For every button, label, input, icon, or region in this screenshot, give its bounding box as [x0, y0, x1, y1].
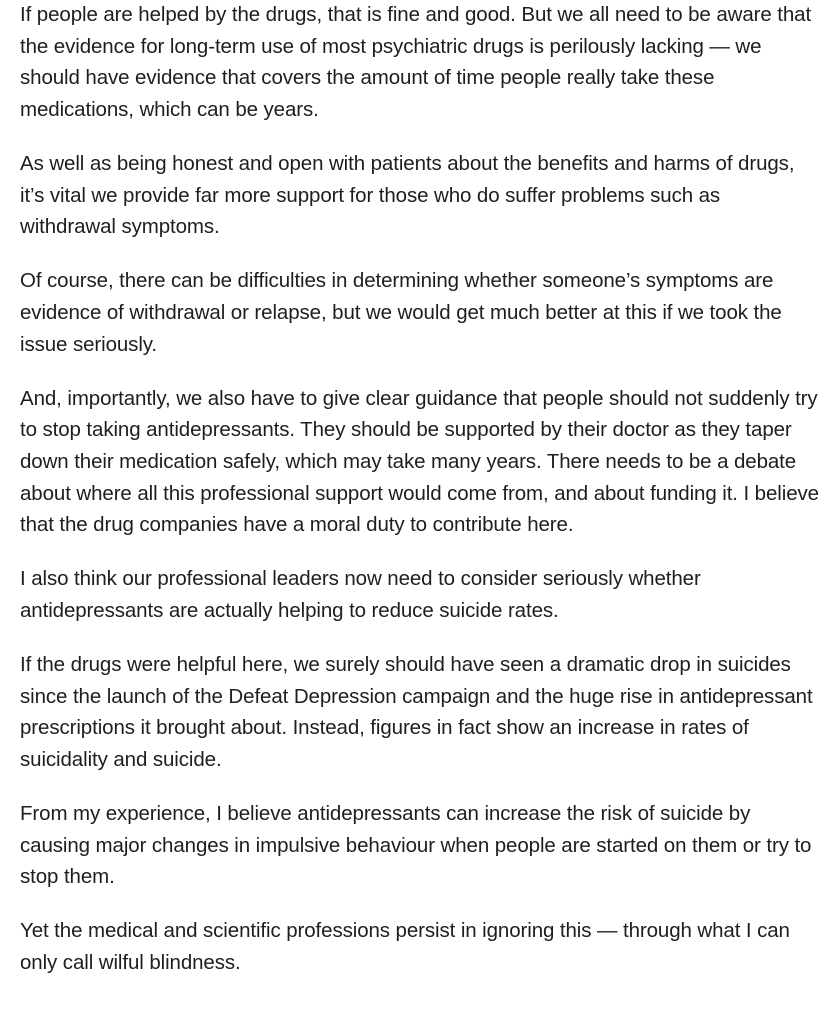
article-paragraph: And, importantly, we also have to give clear guidance that people should not suddenly try to stop taking antidepressants. They should be supported by their doctor as they taper down their medication safely, which may take many years. There needs to be a debate about where all this professional support would come from, and about funding it. I believe that the drug companies have a moral duty to contribute here.: [20, 386, 819, 537]
article-paragraph: If people are helped by the drugs, that is fine and good. But we all need to be aware that the evidence for long-term use of most psychiatric drugs is perilously lacking — we should have evidence that covers the amount of time people really take these medications, which can be years.: [20, 3, 812, 122]
article-paragraph: Yet the medical and scientific professions persist in ignoring this — through what I can only call wilful blindness.: [20, 919, 790, 974]
article-paragraph: As well as being honest and open with patients about the benefits and harms of drugs, it’s vital we provide far more support for those who do suffer problems such as withdrawal symptoms.: [20, 152, 795, 239]
article-paragraph: From my experience, I believe antidepressants can increase the risk of suicide by causing major changes in impulsive behaviour when people are started on them or try to stop them.: [20, 801, 812, 889]
article-paragraph: If the drugs were helpful here, we surely should have seen a dramatic drop in suicides since the launch of the Defeat Depression campaign and the huge rise in antidepressant prescriptions it brought about. Instead, figures in fact show an increase in rates of suicidality and suicide.: [20, 652, 813, 771]
article-paragraph: Of course, there can be difficulties in determining whether someone’s symptoms are evidence of withdrawal or relapse, but we would get much better at this if we took the issue seriously.: [20, 269, 782, 356]
article-paragraph: I also think our professional leaders now need to consider seriously whether antidepressants are actually helping to reduce suicide rates.: [20, 567, 701, 622]
